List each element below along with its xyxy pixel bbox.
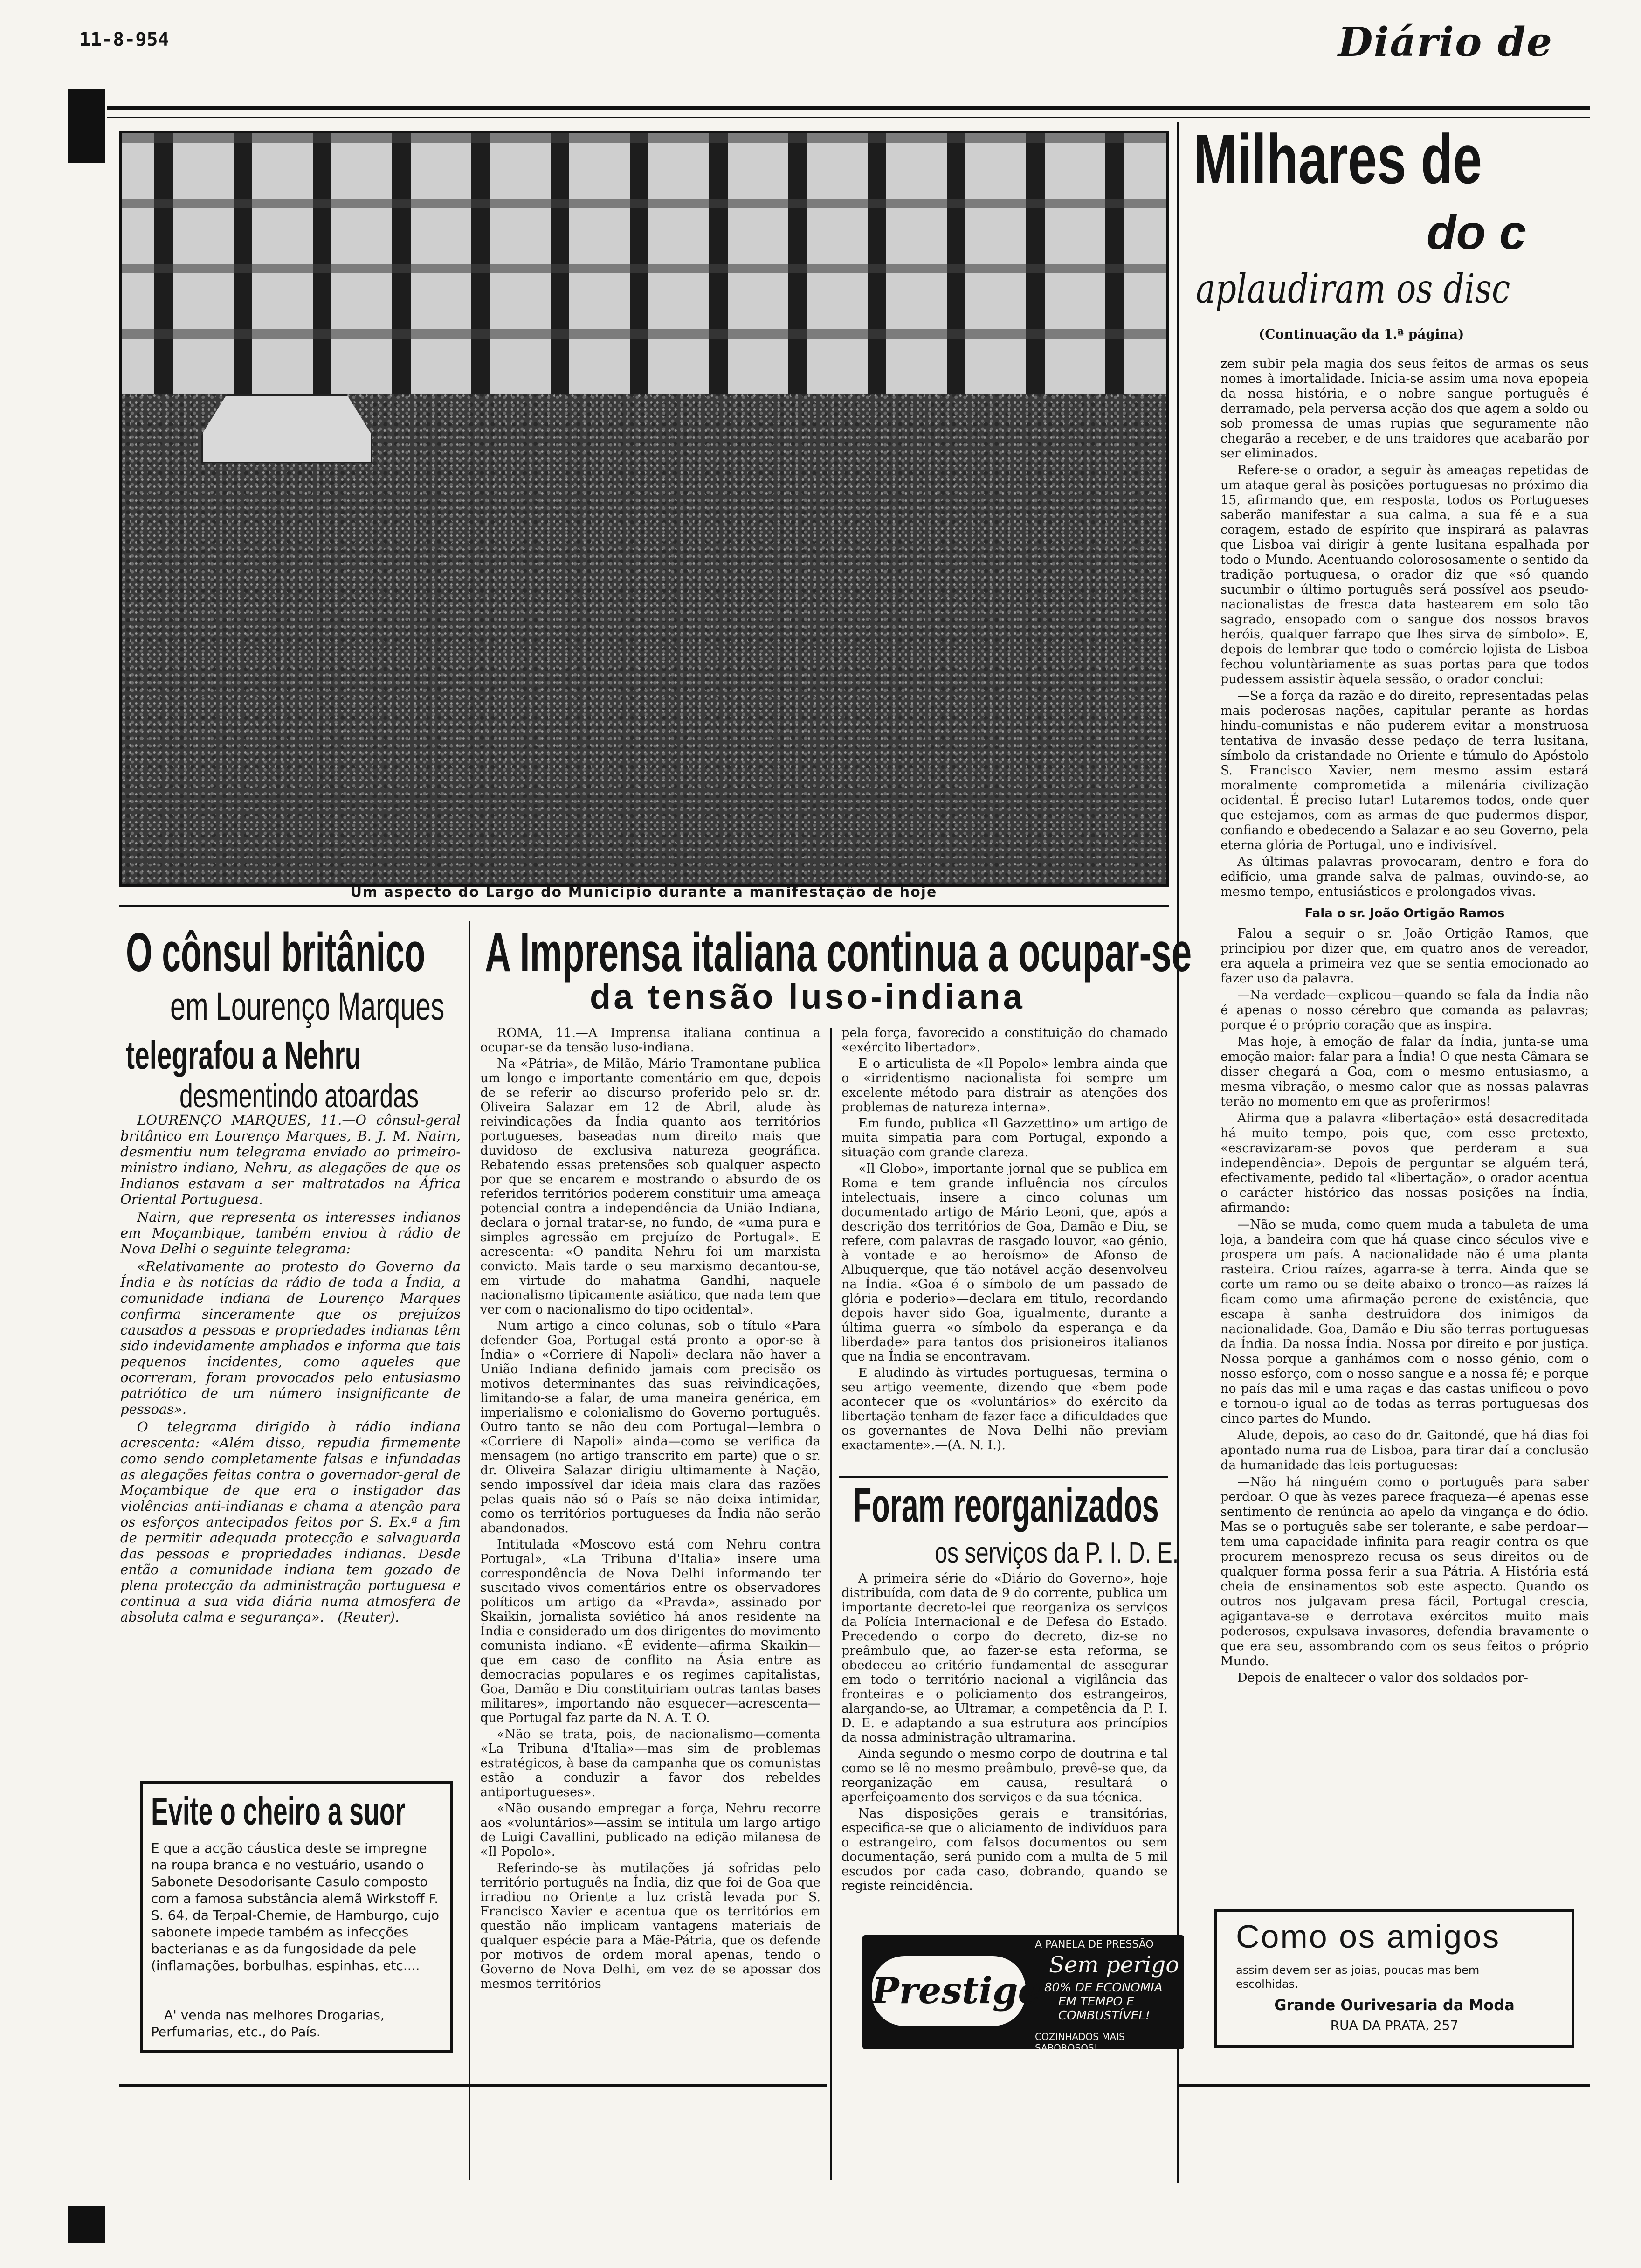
prestige-claim-1: 80% DE ECONOMIA <box>1044 1981 1163 1995</box>
paragraph: «Relativamente ao protesto do Governo da Índia e às notícias da rádio de toda a Índia, a comunidade indiana de Lourenço Marques confirma sinceramente que os prejuízos causados a pessoas e propriedades indianas têm sido indevidamente ampliados e informa que tais pequenos incidentes, como aqueles que ocorreram, foram provocados pelo entusiasmo patriótico de um número insignificante de pessoas». <box>120 1258 461 1417</box>
prestige-claim-4: COZINHADOS MAIS SABOROSOS! <box>1035 2031 1125 2054</box>
amigos-title: Como os amigos <box>1236 1918 1501 1955</box>
consul-headline-3: telegrafou a Nehru <box>126 1033 361 1077</box>
photo-caption: Um aspecto do Largo do Município durante a manifestação de hoje <box>350 884 938 900</box>
paragraph: Nairn, que representa os interesses indianos em Moçambique, também enviou à rádio de Nova Delhi o seguinte telegrama: <box>120 1209 461 1257</box>
building-facade <box>122 133 1166 394</box>
continuation-note: (Continuação da 1.ª página) <box>1259 326 1464 342</box>
paragraph: Falou a seguir o sr. João Ortigão Ramos, que principiou por dizer que, em quatro anos de vereador, era aquela a primeira vez que se sentia emocionado ao fazer uso da palavra. <box>1220 927 1589 986</box>
bottom-rule <box>119 2084 827 2087</box>
paragraph: Afirma que a palavra «libertação» está desacreditada há muito tempo, pois que, com esse pretexto, «escravizaram-se povos que perderam a sua independência». Depois de perguntar se alguém terá, efectivamente, pedido tal «libertação», o orador acentua o carácter histórico das nossas posições na Índia, afirmando: <box>1220 1111 1589 1215</box>
lead-story-body <box>1220 357 1589 1687</box>
paragraph: Depois de enaltecer o valor dos soldados por- <box>1237 1671 1528 1685</box>
lead-headline-3: aplaudiram os disc <box>1196 266 1510 312</box>
paragraph: A primeira série do «Diário do Governo», hoje distribuída, com data de 9 do corrente, publica um importante decreto-lei que reorganiza os serviços da Polícia Internacional e de Defesa do Estado. Precedendo o corpo do decreto, diz-se no preâmbulo que, ao fazer-se esta reforma, se obedeceu ao critério fundamental de assegurar em todo o território nacional a vigilância das fronteiras e o policiamento dos estrangeiros, alargando-se, ao Ultramar, a competência da P. I. D. E. e adaptando a sua estrutura aos princípios da nossa administração ultramarina. <box>841 1571 1168 1745</box>
paragraph: —Se a força da razão e do direito, representadas pelas mais poderosas nações, capitular perante as hordas hindu-comunistas e não puderem evitar a monstruosa tentativa de invasão desse pedaço de terra lusitana, símbolo da cristandade no Oriente e túmulo do Apóstolo S. Francisco Xavier, nem mesmo assim estará moralmente comprometida a milenária civilização ocidental. É preciso lutar! Lutaremos todos, onde quer que estejamos, com as armas de que pudermos dispor, confiando e obedecendo a Salazar e ao seu Governo, pela eterna glória de Portugal, uno e indivisível. <box>1220 689 1589 852</box>
top-rule <box>107 117 1590 118</box>
ad-suor-title: Evite o cheiro a suor <box>151 1789 406 1833</box>
prestige-claim-2: EM TEMPO E <box>1058 1995 1134 2009</box>
consul-headline-2: em Lourenço Marques <box>170 984 445 1028</box>
lead-headline-2: do c <box>1427 206 1526 260</box>
pide-headline-1: Foram reorganizados <box>853 1479 1159 1533</box>
paragraph: Ainda segundo o mesmo corpo de doutrina e tal como se lê no mesmo preâmbulo, prevê-se que, da reorganização em causa, resultará o aperfeiçoamento dos serviços e da sua técnica. <box>841 1747 1168 1805</box>
consul-headline-4: desmentindo atoardas <box>179 1078 419 1115</box>
prestige-tag: A PANELA DE PRESSÃO <box>1035 1939 1154 1950</box>
crowd-photo <box>119 131 1169 887</box>
prestige-claim-3: COMBUSTÍVEL! <box>1058 2009 1151 2023</box>
paragraph: Nas disposições gerais e transitórias, especifica-se que o aliciamento de indivíduos para o estrangeiro, com falsos documentos ou sem documentação, será punido com a multa de 5 mil escudos por cada caso, dobrando, quando se registe reincidência. <box>841 1806 1168 1893</box>
paragraph: Refere-se o orador, a seguir às ameaças repetidas de um ataque geral às posições portuguesas no próximo dia 15, afirmando que, em resposta, todos os Portugueses saberão manifestar a sua calma, a sua fé e a sua coragem, estado de espírito que inspirará as palavras que Lisboa vai dirigir à gente lusitana espalhada por todo o Mundo. Acentuando colorososamente o sentido da tradição portuguesa, o orador diz que «só quando sucumbir o último português será possível aos pseudo-nacionalistas de fresca data hastearem em solo tão sagrado, ensopado com o sangue dos nossos bravos heróis, qualquer farrapo que lhes sirva de símbolo». E, depois de lembrar que todo o comércio lojista de Lisboa fechou voluntàriamente as suas portas para que todos pudessem assistir àquela sessão, o orador conclui: <box>1220 463 1589 686</box>
pide-story-body <box>841 1571 1168 1895</box>
paragraph: Na «Pátria», de Milão, Mário Tramontane publica um longo e importante comentário em que, depois de se referir ao discurso proferido pelo sr. dr. Oliveira Salazar em 12 de Abril, alude às reivindicações da Índia quanto aos territórios portugueses, baseadas num direito mais que duvidoso de exclusiva natureza geográfica. Rebatendo essas pretensões sob qualquer aspecto por que se encarem e mostrando o absurdo de os referidos territórios poderem constituir uma ameaça potencial contra a independência da União Indiana, declara o jornal tratar-se, no fundo, de «uma pura e simples agressão em prejuízo de Portugal». E acrescenta: «O pandita Nehru foi um marxista convicto. Mais tarde o seu marxismo decantou-se, em virtude do mahatma Gandhi, naquele nacionalismo tipicamente asiático, que nada tem que ver com o nacionalismo do tipo ocidental». <box>480 1057 820 1317</box>
paragraph: E aludindo às virtudes portuguesas, termina o seu artigo veemente, dizendo que «bem pode acontecer que os «voluntários» do exército da libertação tenham de fazer face a dificuldades que os governantes de Nova Delhi não previam exactamente».—(A. N. I.). <box>841 1366 1168 1452</box>
imprensa-col-2 <box>841 1026 1168 1454</box>
ad-suor-body: E que a acção cáustica deste se impregne na roupa branca e no vestuário, usando o Sabonete Desodorisante Casulo composto com a famosa substância alemã Wirkstoff F. S. 64, da Terpal-Chemie, de Hamburgo, cujo sabonete impede também as infecções bacterianas e as da fungosidade da pele (inflamações, borbulhas, espinhas, etc.... <box>151 1840 440 1973</box>
paragraph: pela força, favorecido a constituição do chamado «exército libertador». <box>841 1026 1168 1055</box>
consul-story-body <box>120 1112 461 1627</box>
paragraph: Intitulada «Moscovo está com Nehru contra Portugal», «La Tribuna d'Italia» insere uma correspondência de Nova Delhi informando ter suscitado vivos comentários entre os observadores políticos um artigo da «Pravda», assinado por Skaikin, jornalista soviético há anos residente na Índia e considerado um dos dirigentes do movimento comunista indiano. «É evidente—afirma Skaikin—que em caso de conflito na Ásia entre as democracias populares e os regimes capitalistas, Goa, Damão e Diu constituiriam outras tantas bases militares», importando não esquecer—acrescenta—que Portugal faz parte da N. A. T. O. <box>480 1537 820 1725</box>
pide-headline-2: os serviços da P. I. D. E. <box>935 1537 1179 1569</box>
paragraph: E o articulista de «Il Popolo» lembra ainda que o «irridentismo nacionalista foi sempre um excelente método para distrair as atenções dos problemas de natureza interna». <box>841 1057 1168 1114</box>
column-rule <box>830 1028 832 2180</box>
paragraph: Num artigo a cinco colunas, sob o título «Para defender Goa, Portugal está pronto a opor-se à Índia» o «Corriere di Napoli» declara não haver a União Indiana definido jamais com precisão os motivos determinantes das suas reivindicações, limitando-se a falar, de uma maneira genérica, em imperialismo e colonialismo do Governo português. Outro tanto se não deu com Portugal—lembra o «Corriere di Napoli» ainda—como se verifica da mensagem (no artigo transcrito em parte) que o sr. dr. Oliveira Salazar dirigiu ultimamente à Nação, sendo impossível dar ideia mais clara das razões pelas quais não só o País se não deixa intimidar, como os territórios portugueses da Índia não serão abandonados. <box>480 1319 820 1535</box>
paragraph: —Não há ninguém como o português para saber perdoar. O que às vezes parece fraqueza—é apenas esse sentimento de renúncia ao apelo da vingança e do ódio. Mas se o português sabe ser tolerante, e sabe perdoar—tem uma capacidade infinita para reagir contra os que procurem menosprezo recusa os seus direitos ou de qualquer forma possa ferir a sua Pátria. A História está cheia de ensinamentos sob este aspecto. Quando os outros nos julgavam presa fácil, Portugal crescia, agigantava-se e derrotava exércitos muito mais poderosos, expulsava invasores, defendia bravamente o que era seu, assombrando com os seus feitos o próprio Mundo. <box>1220 1475 1589 1668</box>
prestige-brand: Prestige <box>872 1956 1026 2026</box>
paragraph: «Não ousando empregar a força, Nehru recorre aos «voluntários»—assim se intitula um largo artigo de Luigi Cavallini, publicado na edição milanesa de «Il Popolo». <box>480 1801 820 1859</box>
column-rule <box>1177 122 1179 2183</box>
paragraph: Em fundo, publica «Il Gazzettino» um artigo de muita simpatia para com Portugal, expondo a situação com grande clareza. <box>841 1116 1168 1160</box>
page-marker <box>68 2206 105 2243</box>
amigos-line-1: assim devem ser as joias, poucas mas bem <box>1236 1964 1480 1977</box>
bottom-rule <box>1179 2084 1590 2087</box>
consul-headline-1: O cônsul britânico <box>126 922 426 983</box>
paragraph: «Não se trata, pois, de nacionalismo—comenta «La Tribuna d'Italia»—mas sim de problemas estratégicos, à base da campanha que os comunistas estão a conduzir a favor dos rebeldes antiportugueses». <box>480 1727 820 1799</box>
paragraph: ROMA, 11.—A Imprensa italiana continua a ocupar-se da tensão luso-indiana. <box>480 1026 820 1055</box>
column-rule <box>469 921 470 2180</box>
paragraph: zem subir pela magia dos seus feitos de armas os seus nomes à imortalidade. Inicia-se assim uma nova epopeia da nossa história, e o nobre sangue português é derramado, pela perversa acção dos que agem a soldo ou sob promessa de umas rupias que seguramente não chegarão a receber, e de uns traidores que acabarão por ser eliminados. <box>1220 357 1589 461</box>
paragraph: —Não se muda, como quem muda a tabuleta de uma loja, a bandeira com que há quase cinco séculos vive e prospera um país. A nacionalidade não é uma planta rasteira. Criou raízes, agarra-se à terra. Ainda que se corte um ramo ou se deite abaixo o tronco—as raízes lá ficam como uma afirmação perene de existência, que escapa à sanha destruidora dos inimigos da nacionalidade. Goa, Damão e Diu são terras portuguesas da Índia. Da nossa Índia. Nossa por direito e por justiça. Nossa porque a ganhámos com o nosso génio, com o nosso esforço, com o nosso sangue e a nossa fé; e porque no país das mil e uma raças e das castas unificou o povo e tornou-o igual ao de todas as terras portuguesas dos cinco partes do Mundo. <box>1220 1217 1589 1426</box>
paragraph: «Il Globo», importante jornal que se publica em Roma e tem grande influência nos círculos intelectuais, insere a cinco colunas um documentado artigo de Mário Leoni, que, após a descrição dos territórios de Goa, Damão e Diu, se refere, com palavras de rasgado louvor, «ao génio, à vontade e ao heroísmo» de Afonso de Albuquerque, que tão notável acção desenvolveu na Índia. «Goa é o símbolo de um passado de glória e poderio»—declara em titulo, recordando depois haver sido Goa, igualmente, durante a última guerra «o símbolo da esperança e da liberdade» para tantos dos prisioneiros italianos que na Índia se encontravam. <box>841 1162 1168 1364</box>
amigos-shop: Grande Ourivesaria da Moda <box>1274 1996 1515 2014</box>
paragraph: Alude, depois, ao caso do dr. Gaitondé, que há dias foi apontado numa rua de Lisboa, para tirar daí a conclusão da humanidade das leis portuguesas: <box>1220 1428 1589 1473</box>
ad-prestige <box>862 1935 1184 2054</box>
imprensa-headline-2: da tensão luso-indiana <box>590 977 1025 1016</box>
lead-headline-1: Milhares de <box>1193 120 1482 198</box>
ad-amigos <box>1214 1909 1574 2048</box>
amigos-address: RUA DA PRATA, 257 <box>1330 2018 1459 2033</box>
page-marker <box>68 89 105 163</box>
paragraph: As últimas palavras provocaram, dentro e fora do edifício, uma grande salva de palmas, ouvindo-se, ao mesmo tempo, entusiásticos e prolongados vivas. <box>1220 855 1589 899</box>
imprensa-col-1 <box>480 1026 820 1993</box>
caption-rule <box>119 905 1169 907</box>
paragraph: —Na verdade—explicou—quando se fala da Índia não é apenas o nosso cérebro que comanda as palavras; porque é o próprio coração que as inspira. <box>1220 988 1589 1032</box>
paragraph: Mas hoje, à emoção de falar da Índia, junta-se uma emoção maior: falar para a Índia! O que nesta Câmara se disser chegará a Goa, com o mesmo entusiasmo, a mesma vibração, o mesmo calor que as nossas palavras terão no momento em que as proferirmos! <box>1220 1035 1589 1109</box>
amigos-line-2: escolhidas. <box>1236 1978 1298 1991</box>
top-rule <box>107 106 1590 110</box>
date-label: 11-8-954 <box>79 29 169 50</box>
ad-suor <box>140 1781 453 2053</box>
kiosk <box>201 394 372 463</box>
paragraph: Referindo-se às mutilações já sofridas pelo território português na Índia, diz que foi de Goa que irradiou no Oriente a luz cristã levada por S. Francisco Xavier e acentua que os territórios em questão não implicam vantagens materiais de qualquer espécie para a Mãe-Pátria, que os defende por motivos de ordem moral apenas, tendo o Governo de Nova Delhi, em vez de se apossar dos mesmos territórios <box>480 1861 820 1991</box>
imprensa-headline-1: A Imprensa italiana continua a ocupar-se <box>485 922 1192 983</box>
ad-suor-footer: A' venda nas melhores Drogarias, Perfumarias, etc., do País. <box>151 2007 385 2040</box>
paragraph: LOURENÇO MARQUES, 11.—O cônsul-geral britânico em Lourenço Marques, B. J. M. Nairn, desmentiu num telegrama enviado ao primeiro-ministro indiano, Nehru, as alegações de que os Indianos estavam a ser maltratados na África Oriental Portuguesa. <box>120 1112 461 1207</box>
lead-subhead: Fala o sr. João Ortigão Ramos <box>1304 906 1505 920</box>
masthead: Diário de <box>1338 19 1553 66</box>
paragraph: O telegrama dirigido à rádio indiana acrescenta: «Além disso, repudia firmemente como sendo completamente falsas e infundadas as alegações feitas contra o governador-geral de Moçambique de que era o instigador das violências anti-indianas e chama a atenção para os esforços antecipados feitos por S. Ex.ª a fim de permitir adequada protecção e salvaguarda das pessoas e propriedades indianas. Desde então a comunidade indiana tem gozado de plena protecção da administração portuguesa e continua a sua vida diária numa atmosfera de absoluta calma e segurança».—(Reuter). <box>120 1419 461 1625</box>
prestige-slogan: Sem perigo <box>1049 1952 1179 1978</box>
